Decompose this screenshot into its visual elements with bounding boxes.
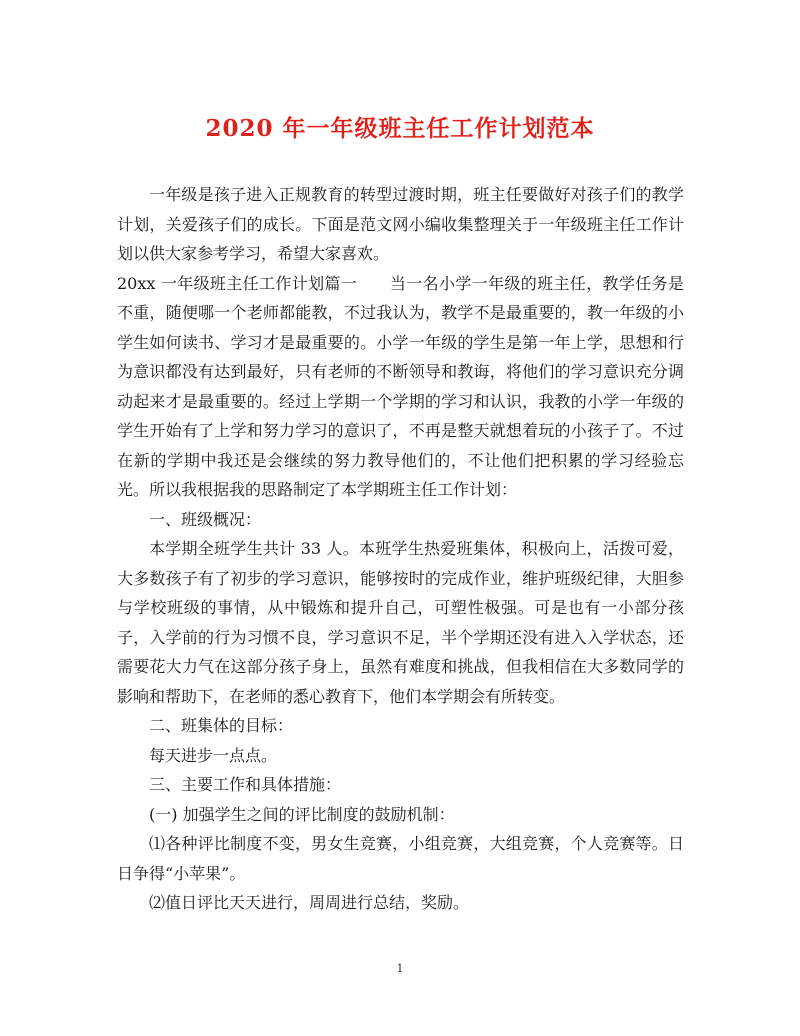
class-goal-paragraph: 每天进步一点点。 [149, 745, 278, 765]
section-heading-main-work: 三、主要工作和具体措施： [149, 775, 342, 794]
list-item-evaluation-2: ⑵值日评比天天进行，周周进行总结，奖励。 [149, 893, 470, 912]
intro-paragraph: 一年级是孩子进入正规教育的转型过渡时期，班主任要做好对孩子们的教学计划，关爱孩子们的成长。下面是范文网小编收集整理关于一年级班主任工作计划以供大家参考学习，希望大家喜欢。 [117, 185, 684, 263]
plan-paragraph: 20xx 一年级班主任工作计划篇一 当一名小学一年级的班主任，教学任务是不重，随便哪一个老师都能教，不过我认为，教学不是最重要的，教一年级的小学生如何读书、学习才是最重要的。小学一年级的学生是第一年上学，思想和行为意识都没有达到最好，只有老师的不断领导和教诲，将他们的学习意识充分调动起来才是最重要的。经过上学期一个学期的学习和认识，我教的小学一年级的学生开始有了上学和努力学习的意识了，不再是整天就想着玩的小孩子了。不过在新的学期中我还是会继续的努力教导他们的，不让他们把积累的学习经验忘光。所以我根据我的思路制定了本学期班主任工作计划： [117, 273, 684, 499]
section-heading-class-overview: 一、班级概况： [149, 509, 262, 529]
subsection-heading-evaluation: (一) 加强学生之间的评比制度的鼓励机制： [149, 804, 455, 824]
page-number: 1 [396, 962, 404, 975]
list-item-evaluation-1: ⑴各种评比制度不变，男女生竞赛，小组竞赛，大组竞赛，个人竞赛等。日日争得“小苹果”。 [117, 834, 684, 883]
document-body [117, 180, 684, 918]
document-title: 2020 年一年级班主任工作计划范本 [205, 115, 595, 142]
section-heading-class-goal: 二、班集体的目标： [149, 716, 294, 735]
class-overview-paragraph: 本学期全班学生共计 33 人。本班学生热爱班集体，积极向上，活拨可爱，大多数孩子有了初步的学习意识，能够按时的完成作业，维护班级纪律，大胆参与学校班级的事情，从中锻炼和提升自己，可塑性极强。可是也有一小部分孩子，入学前的行为习惯不良，学习意识不足，半个学期还没有进入入学状态，还需要花大力气在这部分孩子身上，虽然有难度和挑战，但我相信在大多数同学的影响和帮助下，在老师的悉心教育下，他们本学期会有所转变。 [117, 539, 684, 706]
